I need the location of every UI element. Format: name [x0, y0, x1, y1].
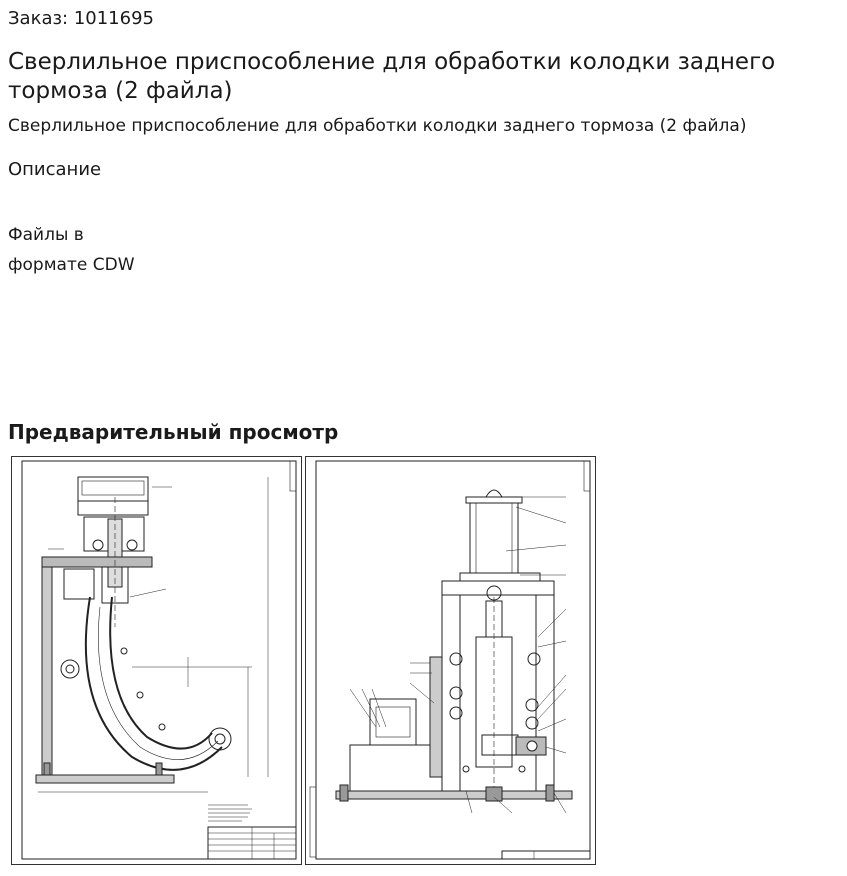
description-line-1: Файлы в [8, 225, 84, 245]
description-text [8, 220, 168, 280]
drawing-sheet-2 [306, 457, 595, 864]
order-number: Заказ: 1011695 [8, 8, 154, 29]
drawing-sheet-1 [12, 457, 301, 864]
page-title: Сверлильное приспособление для обработки колодки заднего тормоза (2 файла) [8, 49, 776, 104]
description-line-2: формате CDW [8, 255, 135, 275]
page-subtitle: Сверлильное приспособление для обработки колодки заднего тормоза (2 файла) [8, 116, 747, 136]
description-heading: Описание [8, 159, 102, 180]
preview-image-1[interactable] [11, 456, 302, 865]
preview-image-2[interactable] [305, 456, 596, 865]
preview-heading: Предварительный просмотр [8, 420, 339, 444]
